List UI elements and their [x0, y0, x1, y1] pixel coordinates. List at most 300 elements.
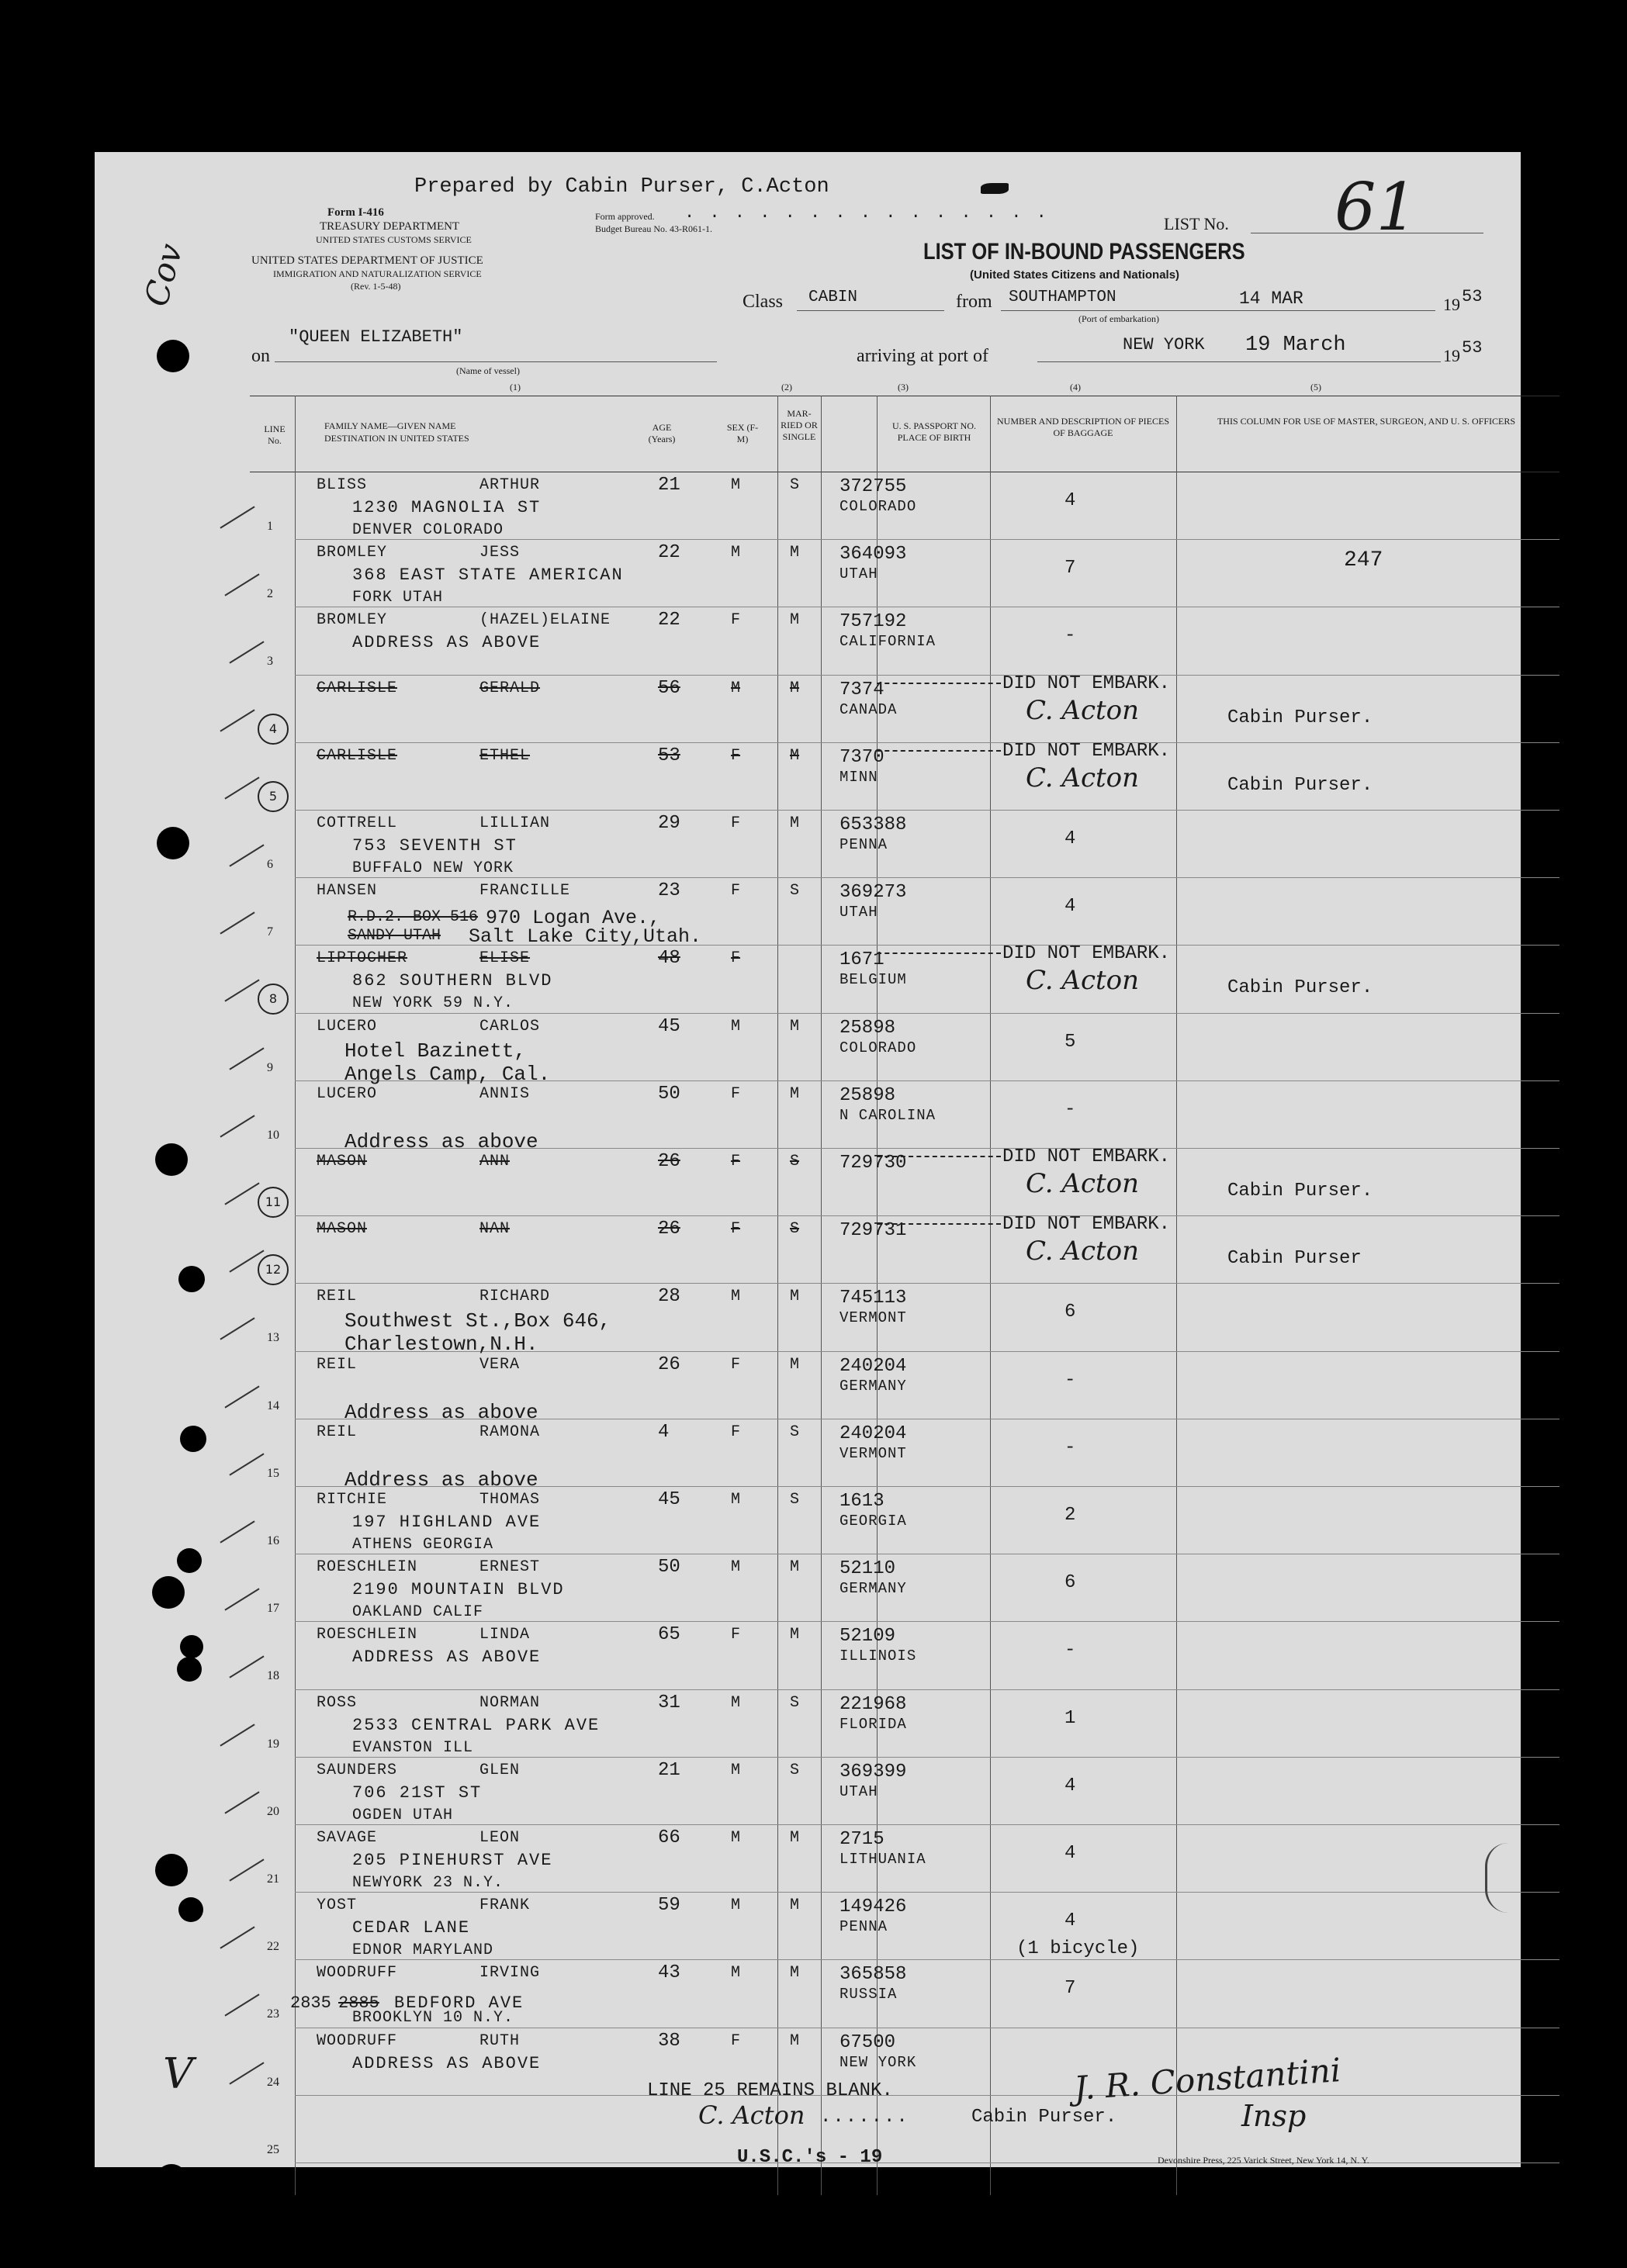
sex: F	[731, 949, 741, 968]
given-name: LEON	[479, 1829, 521, 1847]
punch-hole	[178, 1897, 203, 1922]
place-of-birth: VERMONT	[839, 1309, 907, 1327]
passport-number: 25898	[839, 1017, 896, 1039]
punch-hole	[152, 1576, 185, 1609]
given-name: ETHEL	[479, 746, 531, 765]
sex: F	[731, 882, 741, 901]
family-name: ROESCHLEIN	[317, 1558, 418, 1577]
purser-title: Cabin Purser.	[1227, 707, 1373, 728]
address-line-2: EDNOR MARYLAND	[352, 1941, 494, 1960]
line-number: 24	[267, 2075, 279, 2089]
age: 22	[658, 610, 680, 631]
inspector-signature: J. R. Constantini	[1072, 2051, 1342, 2107]
purser-signature: C. Acton	[1026, 762, 1140, 793]
sex: M	[731, 1964, 741, 1983]
row-rule	[295, 539, 1559, 540]
address-line-2: OAKLAND CALIF	[352, 1603, 484, 1622]
given-name: RICHARD	[479, 1288, 551, 1306]
passport-number: 1671	[839, 949, 884, 971]
printer-line: Devonshire Press, 225 Varick Street, New York 14, N. Y.	[1158, 2155, 1369, 2166]
page-subtitle: (United States Citizens and Nationals)	[970, 268, 1180, 282]
family-name: COTTRELL	[317, 814, 398, 832]
dots: . . . . . . . . . . . . . . .	[684, 203, 1049, 223]
line-number: 21	[267, 1872, 279, 1886]
line-number: 1	[267, 520, 273, 533]
row-rule	[295, 877, 1559, 878]
stamp-fragment	[1485, 1843, 1526, 1913]
punch-hole	[180, 1426, 206, 1452]
sex: M	[731, 1693, 741, 1712]
sex: F	[731, 1220, 741, 1239]
baggage: 4	[1064, 1910, 1076, 1932]
married-single: M	[790, 1558, 800, 1577]
form-approved: Form approved.	[595, 211, 655, 222]
address-line-1: Hotel Bazinett,	[344, 1039, 527, 1063]
check-mark	[220, 1520, 254, 1543]
vessel-value: "QUEEN ELIZABETH"	[289, 327, 463, 347]
address-line-1: 368 EAST STATE AMERICAN	[352, 565, 624, 586]
line-number: 16	[267, 1534, 279, 1547]
family-name: BROMLEY	[317, 544, 388, 562]
place-of-birth: COLORADO	[839, 498, 917, 515]
line-number: 10	[267, 1128, 279, 1142]
line-number: 15	[267, 1466, 279, 1480]
col-name: FAMILY NAME—GIVEN NAME	[324, 420, 456, 431]
purser-title: Cabin Purser.	[1227, 1181, 1373, 1201]
from-date: 14 MAR	[1239, 289, 1303, 309]
punch-hole	[178, 1266, 205, 1292]
place-of-birth: FLORIDA	[839, 1715, 907, 1733]
circled-line-number: 5	[258, 781, 289, 812]
baggage: 4	[1064, 490, 1076, 511]
age: 50	[658, 1083, 680, 1105]
baggage: 4	[1064, 828, 1076, 849]
row-rule	[295, 1215, 1559, 1216]
passport-number: 729731	[839, 1220, 907, 1242]
col-age: AGE (Years)	[648, 422, 676, 444]
given-name: NAN	[479, 1220, 511, 1239]
family-name: CARLISLE	[317, 679, 398, 697]
arrival-year-prefix: 19	[1443, 346, 1460, 365]
age: 26	[658, 1354, 680, 1375]
arriving-label: arriving at port of	[857, 346, 988, 366]
married-single: M	[790, 1829, 800, 1847]
baggage: 2	[1064, 1505, 1076, 1526]
vessel-label: (Name of vessel)	[456, 365, 520, 376]
age: 29	[658, 813, 680, 834]
married-single: S	[790, 476, 800, 494]
list-no-value: 61	[1334, 169, 1418, 245]
sex: M	[731, 1896, 741, 1915]
baggage: 4	[1064, 896, 1076, 918]
sex: M	[731, 1288, 741, 1306]
punch-hole	[180, 1635, 203, 1658]
from-year: 53	[1462, 287, 1483, 306]
family-name: YOST	[317, 1896, 358, 1915]
passport-number: 52110	[839, 1558, 896, 1580]
sex: F	[731, 814, 741, 832]
family-name: WOODRUFF	[317, 2031, 398, 2050]
did-not-embark: DID NOT EMBARK.	[1002, 672, 1171, 694]
revision: (Rev. 1-5-48)	[351, 281, 401, 292]
passport-number: 7374	[839, 679, 884, 700]
address-line-2: Angels Camp, Cal.	[344, 1062, 551, 1086]
check-mark	[229, 844, 264, 866]
address-line-2: Salt Lake City,Utah.	[469, 925, 702, 949]
col-baggage: NUMBER AND DESCRIPTION OF PIECES OF BAGGAGE	[996, 416, 1170, 438]
family-name: RITCHIE	[317, 1491, 388, 1509]
passport-number: 67500	[839, 2031, 896, 2053]
address-line-2: OGDEN UTAH	[352, 1806, 454, 1824]
given-name: JESS	[479, 544, 521, 562]
given-name: NORMAN	[479, 1693, 541, 1712]
check-mark	[220, 912, 254, 935]
address-line-1a: 2835	[290, 1993, 331, 2014]
margin-handwriting-top: Cov	[137, 239, 190, 311]
address-line-1: CEDAR LANE	[352, 1918, 471, 1938]
check-mark	[224, 1994, 259, 2017]
did-not-embark: DID NOT EMBARK.	[1002, 1146, 1171, 1167]
family-name: MASON	[317, 1220, 368, 1239]
married-single: M	[790, 1288, 800, 1306]
check-mark	[224, 1589, 259, 1611]
given-name: ERNEST	[479, 1558, 541, 1577]
given-name: LILLIAN	[479, 814, 551, 832]
given-name: (HAZEL)ELAINE	[479, 611, 611, 630]
place-of-birth: VERMONT	[839, 1444, 907, 1462]
ins-service: IMMIGRATION AND NATURALIZATION SERVICE	[273, 268, 482, 279]
given-name: ANNIS	[479, 1084, 531, 1103]
check-mark	[220, 506, 254, 528]
age: 4	[658, 1421, 670, 1443]
married-single: S	[790, 1220, 800, 1239]
age: 21	[658, 475, 680, 496]
address-line-2: ATHENS GEORGIA	[352, 1536, 494, 1554]
baggage: 6	[1064, 1572, 1076, 1594]
passport-number: 365858	[839, 1964, 907, 1986]
address-line-1: ADDRESS AS ABOVE	[352, 633, 542, 653]
given-name: FRANCILLE	[479, 882, 571, 901]
family-name: ROSS	[317, 1693, 358, 1712]
row-rule	[295, 1689, 1559, 1690]
purser-signature: C. Acton	[1026, 1236, 1140, 1267]
check-mark	[229, 1047, 264, 1070]
line-number: 14	[267, 1398, 279, 1412]
sex: M	[731, 1491, 741, 1509]
col-sex: SEX (F-M)	[726, 422, 759, 444]
line-number: 2	[267, 587, 273, 601]
given-name: GERALD	[479, 679, 541, 697]
married-single: M	[790, 1896, 800, 1915]
sex: F	[731, 1626, 741, 1644]
line-number: 20	[267, 1804, 279, 1818]
baggage: 4	[1064, 1775, 1076, 1796]
family-name: HANSEN	[317, 882, 378, 901]
family-name: CARLISLE	[317, 746, 398, 765]
arrival-date: 19 March	[1245, 334, 1346, 357]
age: 53	[658, 745, 680, 766]
family-name: WOODRUFF	[317, 1964, 398, 1983]
address-line-2: Address as above	[344, 1468, 538, 1492]
col-num-3: (3)	[898, 382, 909, 392]
check-mark	[220, 1318, 254, 1340]
place-of-birth: GERMANY	[839, 1377, 907, 1395]
col-officers: THIS COLUMN FOR USE OF MASTER, SURGEON, AND U. S. OFFICERS	[1217, 416, 1516, 427]
family-name: SAVAGE	[317, 1829, 378, 1847]
address-line-2: BUFFALO NEW YORK	[352, 859, 514, 877]
sex: M	[731, 544, 741, 562]
punch-hole	[155, 1854, 188, 1886]
row-rule	[295, 1013, 1559, 1014]
col-destination: DESTINATION IN UNITED STATES	[324, 433, 469, 444]
check-mark	[229, 2062, 264, 2084]
baggage-description: (1 bicycle)	[1016, 1938, 1140, 1960]
punch-hole	[177, 1548, 202, 1573]
row-rule	[295, 675, 1559, 676]
place-of-birth: NEW YORK	[839, 2053, 917, 2071]
did-not-embark: DID NOT EMBARK.	[1002, 740, 1171, 762]
check-mark	[229, 1453, 264, 1475]
passport-number: 729730	[839, 1153, 907, 1174]
strike-dash-line	[877, 683, 1001, 685]
from-label: from	[956, 292, 992, 312]
age: 26	[658, 1219, 680, 1240]
given-name: RUTH	[479, 2031, 521, 2050]
sex: F	[731, 1423, 741, 1441]
line-number: 22	[267, 1940, 279, 1954]
strike-dash-line	[877, 1223, 1001, 1226]
age: 45	[658, 1015, 680, 1037]
baggage: 1	[1064, 1707, 1076, 1729]
address-line-2: NEW YORK 59 N.Y.	[352, 994, 514, 1013]
address-line-2: FORK UTAH	[352, 589, 444, 607]
footer-purser-title: Cabin Purser.	[971, 2107, 1117, 2128]
married-single: M	[790, 679, 800, 697]
passport-number: 757192	[839, 611, 907, 633]
age: 59	[658, 1895, 680, 1917]
married-single: M	[790, 2031, 800, 2050]
passport-number: 7370	[839, 746, 884, 768]
row-rule	[295, 1824, 1559, 1825]
address-line-1: BEDFORD AVE	[394, 1993, 524, 2014]
given-name: LINDA	[479, 1626, 531, 1644]
passport-number: 745113	[839, 1288, 907, 1309]
place-of-birth: CALIFORNIA	[839, 633, 936, 651]
punch-hole	[155, 1143, 188, 1176]
age: 31	[658, 1692, 680, 1713]
strike-dash-line	[877, 750, 1001, 752]
married-single: S	[790, 1761, 800, 1779]
row-rule	[295, 742, 1559, 743]
check-mark	[229, 641, 264, 664]
baggage: 7	[1064, 1978, 1076, 2000]
address-line-2: DENVER COLORADO	[352, 521, 504, 539]
manifest-sheet	[95, 152, 1521, 2167]
married-single: M	[790, 1084, 800, 1103]
passport-number: 2715	[839, 1829, 884, 1850]
baggage: -	[1064, 1640, 1076, 1661]
check-mark	[224, 1182, 259, 1205]
baggage: -	[1064, 1437, 1076, 1458]
age: 43	[658, 1962, 680, 1984]
class-value: CABIN	[808, 289, 858, 306]
sex: F	[731, 1355, 741, 1374]
line-number: 13	[267, 1331, 279, 1345]
treasury-dept: TREASURY DEPARTMENT	[320, 220, 460, 233]
did-not-embark: DID NOT EMBARK.	[1002, 1214, 1171, 1236]
age: 48	[658, 948, 680, 970]
address-line-2: BROOKLYN 10 N.Y.	[352, 2009, 514, 2028]
customs-service: UNITED STATES CUSTOMS SERVICE	[316, 234, 472, 245]
married-single: S	[790, 1423, 800, 1441]
passport-number: 653388	[839, 814, 907, 835]
given-name: RAMONA	[479, 1423, 541, 1441]
married-single: S	[790, 1153, 800, 1170]
line-number: 23	[267, 2007, 279, 2021]
married-single: S	[790, 882, 800, 901]
given-name: IRVING	[479, 1964, 541, 1983]
place-of-birth: LITHUANIA	[839, 1851, 926, 1868]
married-single: M	[790, 1626, 800, 1644]
passport-number: 364093	[839, 544, 907, 565]
married-single: M	[790, 746, 800, 765]
given-name: CARLOS	[479, 1017, 541, 1035]
age: 28	[658, 1286, 680, 1308]
punch-hole	[157, 827, 189, 859]
passport-number: 240204	[839, 1423, 907, 1444]
address-line-2: Address as above	[344, 1129, 538, 1153]
line-number: 7	[267, 925, 273, 939]
row-rule	[295, 1959, 1559, 1960]
sex: M	[731, 679, 741, 697]
uscs-count: U.S.C.'s - 19	[737, 2147, 883, 2168]
purser-title: Cabin Purser.	[1227, 774, 1373, 796]
list-no-label: LIST No.	[1164, 214, 1229, 233]
family-name: REIL	[317, 1423, 358, 1441]
address-line-1x: 2885	[338, 1993, 379, 2014]
line-number: 18	[267, 1669, 279, 1683]
purser-signature: C. Acton	[1026, 694, 1140, 726]
married-single: M	[790, 1964, 800, 1983]
place-of-birth: PENNA	[839, 836, 888, 853]
justice-dept: UNITED STATES DEPARTMENT OF JUSTICE	[251, 254, 483, 267]
footer-purser-signature: C. Acton	[698, 2100, 805, 2130]
married-single: M	[790, 1355, 800, 1374]
address-line-1-old: R.D.2. BOX 516	[348, 908, 479, 927]
check-mark	[220, 1723, 254, 1746]
address-line-1: 1230 MAGNOLIA ST	[352, 498, 542, 517]
place-of-birth: RUSSIA	[839, 1986, 898, 2004]
place-of-birth: UTAH	[839, 1782, 878, 1800]
married-single: M	[790, 1017, 800, 1035]
on-label: on	[251, 346, 270, 366]
check-mark	[229, 1656, 264, 1679]
family-name: ROESCHLEIN	[317, 1626, 418, 1644]
line-number: 19	[267, 1737, 279, 1751]
given-name: VERA	[479, 1355, 521, 1374]
place-of-birth: UTAH	[839, 904, 878, 921]
passport-number: 149426	[839, 1896, 907, 1918]
age: 23	[658, 880, 680, 902]
address-line-1: 2533 CENTRAL PARK AVE	[352, 1715, 601, 1735]
sex: F	[731, 1084, 741, 1103]
check-mark	[224, 1385, 259, 1408]
age: 21	[658, 1759, 680, 1781]
given-name: ELISE	[479, 949, 531, 968]
age: 56	[658, 677, 680, 699]
punch-hole	[155, 2164, 188, 2197]
circled-line-number: 12	[258, 1254, 289, 1285]
line-25-remains-blank: LINE 25 REMAINS BLANK.	[647, 2080, 893, 2101]
place-of-birth: BELGIUM	[839, 971, 907, 989]
arrival-port: NEW YORK	[1123, 335, 1205, 354]
age: 45	[658, 1489, 680, 1510]
married-single: M	[790, 814, 800, 832]
given-name: ANN	[479, 1153, 511, 1170]
punch-hole	[157, 340, 189, 372]
married-single: M	[790, 611, 800, 630]
sex: F	[731, 746, 741, 765]
baggage: 7	[1064, 558, 1076, 579]
age: 38	[658, 2030, 680, 2052]
passport-number: 221968	[839, 1693, 907, 1715]
col-line-no: LINE No.	[264, 424, 286, 446]
age: 50	[658, 1557, 680, 1578]
col-married: MAR-RIED OR SINGLE	[781, 408, 818, 442]
purser-signature: C. Acton	[1026, 1168, 1140, 1199]
class-label: Class	[743, 292, 784, 312]
address-line-1: 197 HIGHLAND AVE	[352, 1513, 542, 1532]
check-mark	[224, 574, 259, 596]
sex: M	[731, 1829, 741, 1847]
inspector-title: Insp	[1241, 2099, 1307, 2133]
prepared-by: Prepared by Cabin Purser, C.Acton	[414, 175, 829, 199]
circled-line-number: 8	[258, 984, 289, 1015]
from-value: SOUTHAMPTON	[1009, 289, 1116, 306]
given-name: THOMAS	[479, 1491, 541, 1509]
family-name: REIL	[317, 1355, 358, 1374]
check-mark	[220, 1115, 254, 1137]
check-mark	[229, 1858, 264, 1881]
address-line-2: Charlestown,N.H.	[344, 1333, 538, 1357]
check-mark	[224, 776, 259, 799]
place-of-birth: ILLINOIS	[839, 1647, 917, 1665]
line-number: 9	[267, 1060, 273, 1074]
check-mark	[224, 1791, 259, 1813]
col-num-1: (1)	[510, 382, 521, 392]
circled-line-number: 11	[258, 1187, 289, 1218]
passport-number: 1613	[839, 1491, 884, 1512]
family-name: LUCERO	[317, 1084, 378, 1103]
purser-title: Cabin Purser	[1227, 1248, 1362, 1270]
address-line-1: 2190 MOUNTAIN BLVD	[352, 1580, 565, 1600]
family-name: LIPTOCHER	[317, 949, 408, 968]
baggage: -	[1064, 625, 1076, 647]
address-line-1: 205 PINEHURST AVE	[352, 1851, 553, 1870]
officer-note: 247	[1344, 548, 1383, 573]
line-number: 3	[267, 655, 273, 669]
place-of-birth: UTAH	[839, 565, 878, 583]
baggage: 5	[1064, 1031, 1076, 1053]
sex: F	[731, 1153, 741, 1170]
passport-number: 369399	[839, 1761, 907, 1782]
address-line-2: Address as above	[344, 1400, 538, 1424]
family-name: BLISS	[317, 476, 368, 494]
check-mark	[224, 980, 259, 1002]
check-mark	[220, 1927, 254, 1949]
baggage: -	[1064, 1098, 1076, 1120]
age: 65	[658, 1624, 680, 1646]
